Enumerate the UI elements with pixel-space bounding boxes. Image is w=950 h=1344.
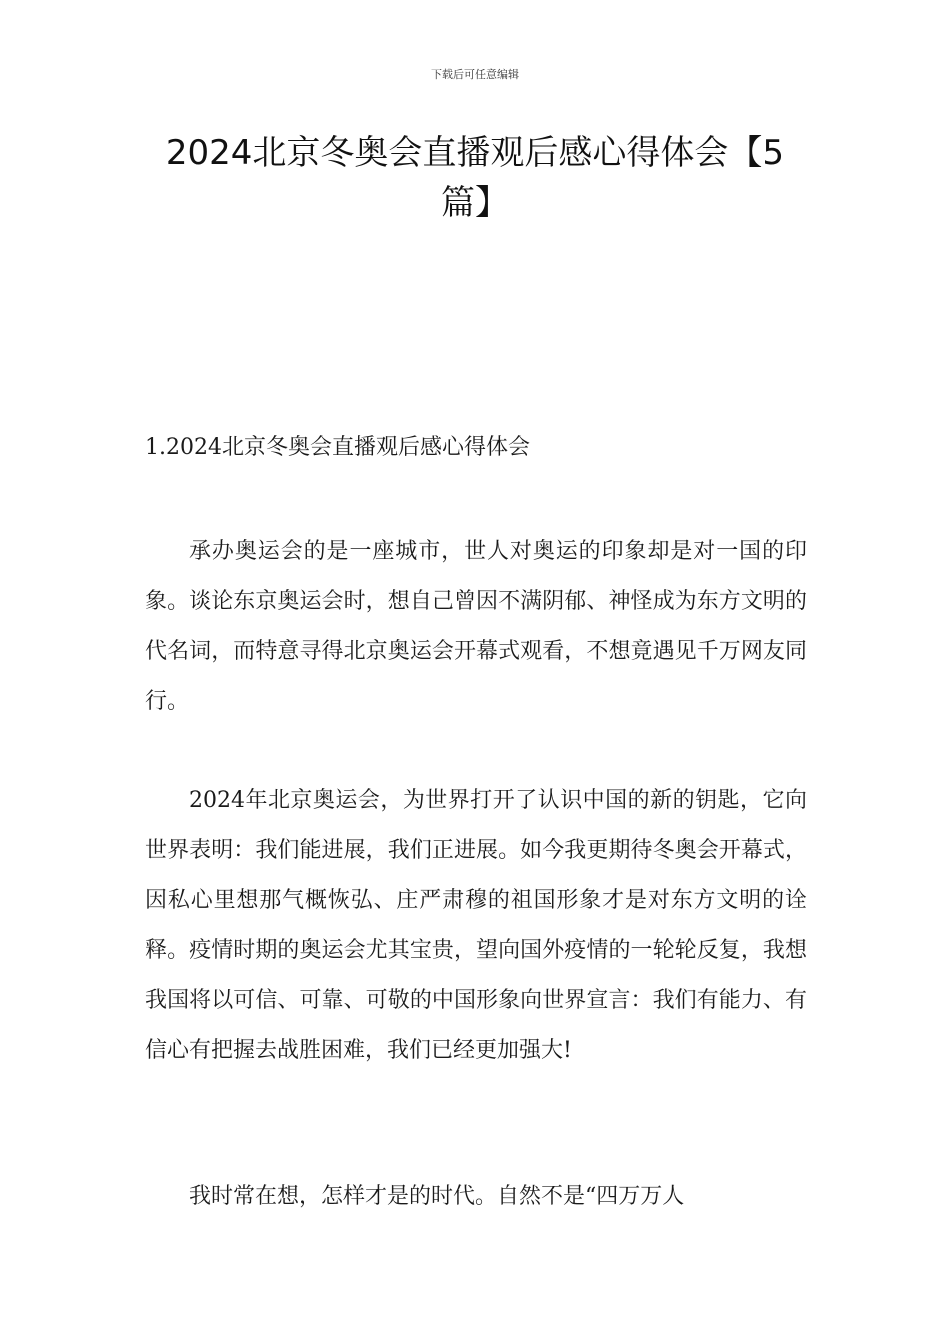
paragraph-1: 承办奥运会的是一座城市，世人对奥运的印象却是对一国的印象。谈论东京奥运会时，想自己曾因不满阴郁、神怪成为东方文明的代名词，而特意寻得北京奥运会开幕式观看，不想竟遇见千万网友同行。 [145,539,807,714]
paragraph-2: 2024年北京奥运会，为世界打开了认识中国的新的钥匙，它向世界表明：我们能进展，我们正进展。如今我更期待冬奥会开幕式，因私心里想那气概恢弘、庄严肃穆的祖国形象才是对东方文明的诠释。疫情时期的奥运会尤其宝贵，望向国外疫情的一轮轮反复，我想我国将以可信、可靠、可敬的中国形象向世界宣言：我们有能力、有信心有把握去战胜困难，我们已经更加强大! [145,788,807,1063]
header-note: 下载后可任意编辑 [431,68,519,81]
document-title: 2024北京冬奥会直播观后感心得体会【5篇】 [165,133,785,223]
section-heading: 1.2024北京冬奥会直播观后感心得体会 [145,435,530,460]
paragraph-3: 我时常在想，怎样才是的时代。自然不是“四万万人 [189,1184,685,1209]
